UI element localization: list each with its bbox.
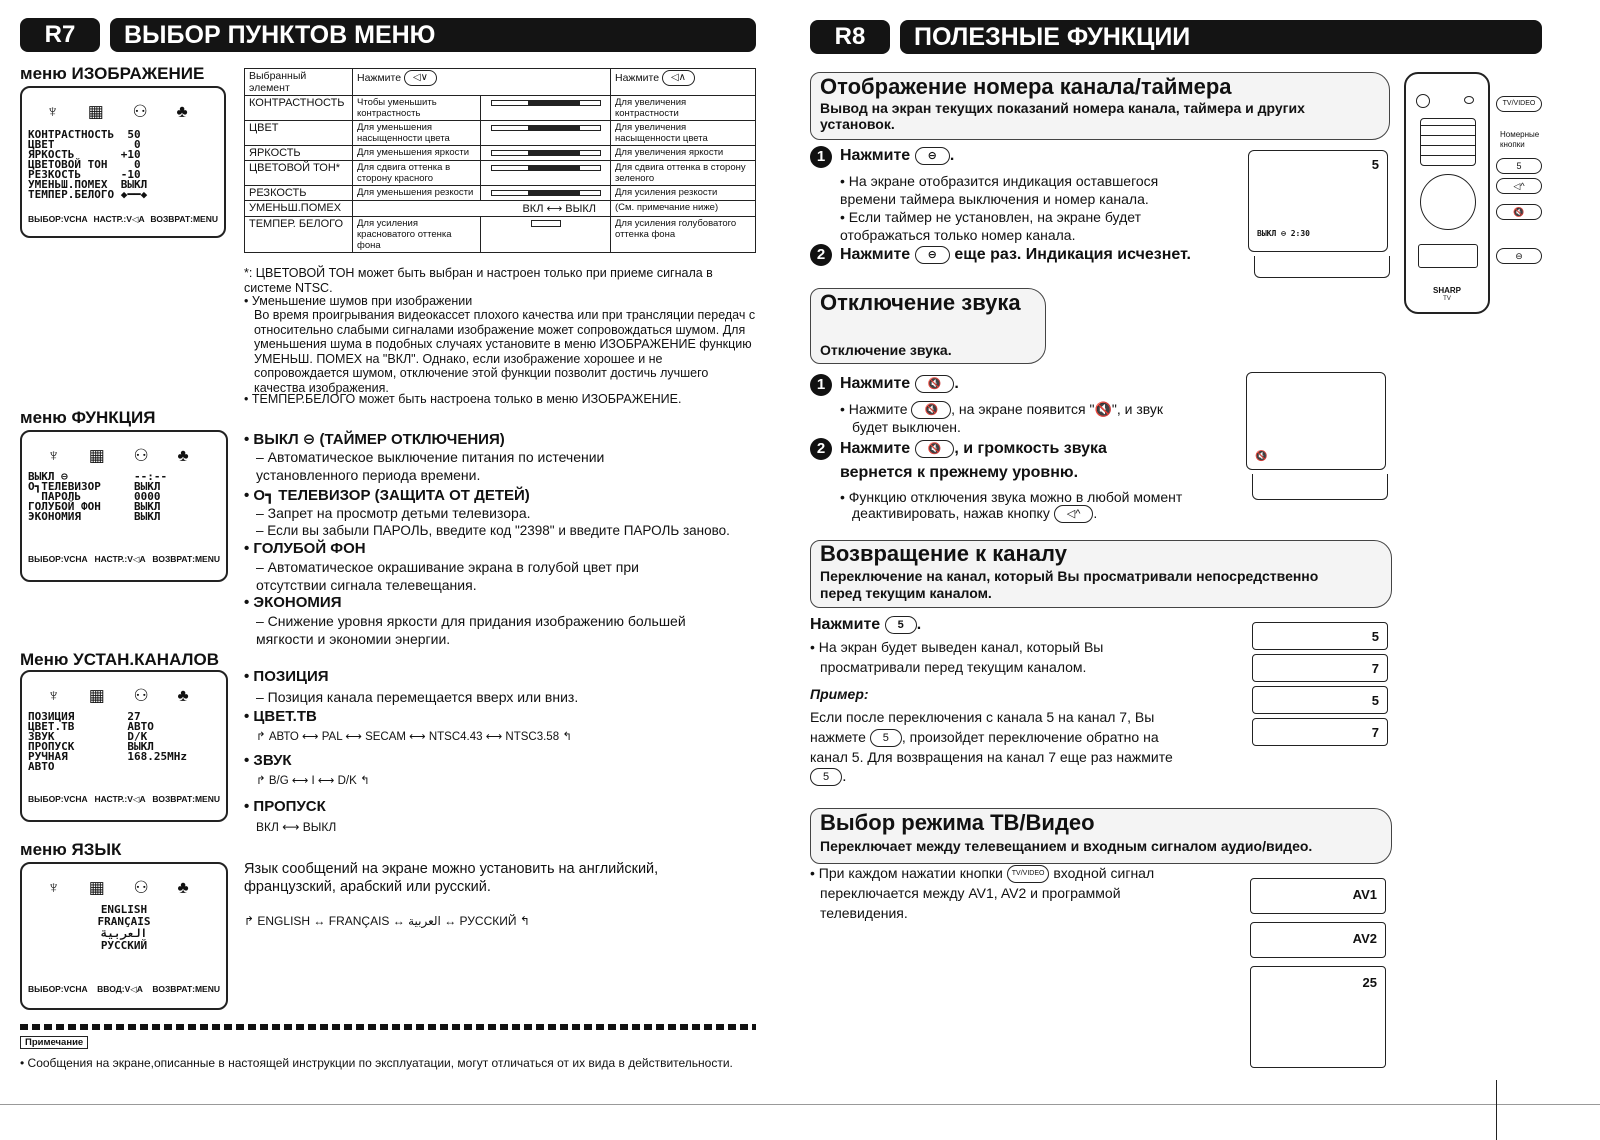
tvvideo-button-icon [1464, 96, 1474, 104]
footer-adjust: НАСТР.:V◁A [94, 794, 146, 804]
mute-bullet2: • Функцию отключения звука можно в любой момент [840, 489, 1183, 505]
flashback-button-icon: 5 . [810, 768, 847, 786]
step-1-marker: 1 [810, 146, 832, 168]
color-system-heading: • ЦВЕТ.ТВ [244, 708, 317, 725]
flashback-bullet: просматривали перед текущим каналом. [820, 659, 1087, 675]
footer-select: ВЫБОР:VCHA [28, 984, 88, 994]
menu-icons: ♆ ▦ ⚇ ♣ [47, 686, 201, 705]
tvvideo-text: • При каждом нажатии кнопки TV/VIDEO входной сигнал [810, 864, 1154, 883]
step-2-marker: 2 [810, 244, 832, 266]
example-label: Пример: [810, 686, 869, 702]
tint-note: *: ЦВЕТОВОЙ ТОН может быть выбран и настроен только при приеме сигнала в системе NTSC. [244, 266, 713, 295]
tvvideo-button-icon: TV/VIDEO [1007, 865, 1050, 883]
flashback-button-icon: 5 [885, 616, 917, 634]
brand-sub: TV [1443, 296, 1451, 302]
language-text: Язык сообщений на экране можно установить на английский, [244, 861, 659, 877]
channel-menu-screen [20, 670, 228, 822]
table-cell-item: ЦВЕТ [245, 121, 353, 146]
display-bullet: • Если таймер не установлен, на экране будет [840, 209, 1141, 225]
table-cell-item: ТЕМПЕР. БЕЛОГО [245, 217, 353, 253]
tv-screen-input [1250, 966, 1386, 1068]
footer-return: ВОЗВРАТ:MENU [150, 214, 218, 224]
mute-subtitle: Отключение звука. [820, 342, 952, 358]
white-balance-icon [481, 217, 611, 253]
menu-footer [28, 794, 220, 805]
tv-screen-flashback [1252, 622, 1388, 650]
tv-screen-flashback [1252, 718, 1388, 746]
channel-number: 5 [1371, 629, 1379, 644]
off-timer-line: – Автоматическое выключение питания по истечении [256, 449, 605, 465]
up-arrow-button-icon: ◁∧ [662, 70, 695, 86]
menu-icons: ♆ ▦ ⚇ ♣ [47, 446, 201, 465]
table-cell-right: Для сдвига оттенка в сторону зеленого [611, 161, 756, 186]
language-menu-lines: ENGLISH FRANÇAIS العربية РУССКИЙ [97, 903, 151, 952]
picture-menu-label: меню ИЗОБРАЖЕНИЕ [20, 64, 205, 83]
table-cell-left: Чтобы уменьшить контрастность [353, 96, 481, 121]
table-cell-left: Для сдвига оттенка в сторону красного [353, 161, 481, 186]
child-lock-heading: • О┓ ТЕЛЕВИЗОР (ЗАЩИТА ОТ ДЕТЕЙ) [244, 487, 530, 504]
channel-number: 25 [1362, 975, 1377, 990]
mute-indicator-icon: 🔇 [1255, 451, 1268, 462]
flashback-subtitle: перед текущим каналом. [820, 585, 992, 601]
channel-menu-label: Меню УСТАН.КАНАЛОВ [20, 650, 219, 669]
position-line: – Позиция канала перемещается вверх или вниз. [256, 689, 579, 705]
table-cell-left: Для уменьшения яркости [353, 146, 481, 161]
flashback-title: Возвращение к каналу [820, 541, 1067, 566]
note-label: Примечание [20, 1036, 88, 1049]
picture-menu-screen [20, 86, 226, 238]
blue-back-line: отсутствии сигнала телевещания. [256, 577, 477, 593]
tv-screen-display [1248, 150, 1388, 252]
tvvideo-text: переключается между AV1, AV2 и программой [820, 885, 1121, 901]
brand-logo: SHARP [1432, 286, 1461, 295]
step-1-marker: 1 [810, 374, 832, 396]
display-bullet: отображаться только номер канала. [840, 227, 1076, 243]
display-step-1: Нажмите ⊖ . [840, 147, 955, 165]
volume-up-button-icon: ◁^ [1054, 505, 1094, 523]
menu-footer [28, 214, 218, 225]
economy-line: мягкости и экономии энергии. [256, 631, 451, 647]
tv-screen-mute [1246, 372, 1386, 470]
callout-mute: 🔇 [1496, 204, 1542, 220]
table-cell-right: Для увеличения насыщенности цвета [611, 121, 756, 146]
slider-icon [481, 121, 611, 146]
noise-heading: • Уменьшение шумов при изображении [244, 294, 473, 308]
function-menu-screen [20, 430, 228, 582]
table-row [245, 121, 756, 146]
table-cell-right: Для усиления голубоватого оттенка фона [611, 217, 756, 253]
display-bullet: времени таймера выключения и номер канала. [840, 191, 1149, 207]
power-button-icon [1416, 94, 1430, 108]
note-text: • Сообщения на экране,описанные в настоящей инструкции по эксплуатации, могут отличаться от их вида в действительности. [20, 1056, 733, 1070]
sound-heading: • ЗВУК [244, 752, 292, 769]
mute-step-2: Нажмите 🔇 , и громкость звука [840, 440, 1107, 458]
color-system-cycle: ↱ АВТО ⟷ PAL ⟷ SECAM ⟷ NTSC4.43 ⟷ NTSC3.58 ↰ [256, 731, 572, 743]
section-code-r8: R8 [810, 20, 890, 54]
table-cell-left: Для усиления красноватого оттенка фона [353, 217, 481, 253]
table-row [245, 217, 756, 253]
slider-icon [481, 161, 611, 186]
function-menu-label: меню ФУНКЦИЯ [20, 408, 156, 427]
skip-heading: • ПРОПУСК [244, 798, 326, 815]
picture-menu-lines: КОНТРАСТНОСТЬ 50 ЦВЕТ 0 ЯРКОСТЬ +10 ЦВЕТОВОЙ ТОН 0 РЕЗКОСТЬ -10 УМЕНЬШ.ПОМЕХ ВЫКЛ ТЕМПЕР.БЕЛОГО ◆━━◆ [28, 128, 148, 201]
child-lock-line: – Если вы забыли ПАРОЛЬ, введите код "2398" и введите ПАРОЛЬ заново. [256, 523, 730, 538]
display-bullet: • На экране отобразится индикация оставшегося [840, 173, 1159, 189]
table-cell-item: КОНТРАСТНОСТЬ [245, 96, 353, 121]
mute-bullet-line: будет выключен. [852, 419, 961, 435]
channel-menu-lines: ПОЗИЦИЯ 27 ЦВЕТ.ТВ АВТО ЗВУК D/K ПРОПУСК ВЫКЛ РУЧНАЯ 168.25MHz АВТО [28, 710, 187, 773]
tv-screen-input [1250, 922, 1386, 958]
sound-cycle: ↱ B/G ⟷ I ⟷ D/K ↰ [256, 775, 370, 787]
display-subtitle: Вывод на экран текущих показаний номера канала, таймера и других установок. [820, 100, 1305, 132]
menu-footer [28, 554, 220, 565]
footer-select: ВЫБОР:VCHA [28, 214, 88, 224]
mute-button-icon: 🔇 [915, 440, 955, 458]
position-heading: • ПОЗИЦИЯ [244, 668, 329, 685]
menu-icons: ♆ ▦ ⚇ ♣ [46, 102, 200, 121]
channel-number: 5 [1371, 157, 1379, 172]
callout-tvvideo: TV/VIDEO [1496, 96, 1542, 112]
table-cell-right: Для увеличения яркости [611, 146, 756, 161]
noise-note: Во время проигрывания видеокассет плохого качества или при трансляции передач с относительно слабыми сигналами изображение может сопровождаться шумом. Для уменьшения шума в подобных случаях установите в меню ИЗОБРАЖЕНИЕ функцию УМЕНЬШ. ПОМЕХ на "ВКЛ". Однако, если изображение хорошее и не сопровождается шумом, отключение этой функции позволит достичь лучшего качества изображения. [254, 308, 756, 395]
table-cell-item: ЯРКОСТЬ [245, 146, 353, 161]
divider [20, 1024, 756, 1030]
table-cell-left: Для уменьшения насыщенности цвета [353, 121, 481, 146]
page-bottom-line [0, 1104, 1600, 1105]
table-row [245, 186, 756, 201]
mute-button-icon: 🔇 [911, 401, 951, 419]
footer-return: ВОЗВРАТ:MENU [152, 794, 220, 804]
blue-back-line: – Автоматическое окрашивание экрана в голубой цвет при [256, 559, 639, 575]
page-fold-line [1496, 1080, 1497, 1140]
flashback-button-icon: 5 [870, 729, 902, 747]
slider-icon [481, 96, 611, 121]
tvvideo-subtitle: Переключает между телевещанием и входным сигналом аудио/видео. [820, 838, 1313, 854]
mute-button-group-icon [1418, 244, 1478, 268]
input-label: AV1 [1352, 887, 1377, 902]
example-text: нажмете 5 , произойдет переключение обратно на [810, 728, 1159, 747]
flashback-subtitle: Переключение на канал, который Вы просматривали непосредственно [820, 568, 1319, 584]
economy-heading: • ЭКОНОМИЯ [244, 594, 342, 611]
mute-bullet: • Нажмите 🔇 , на экране появится "🔇", и звук [840, 400, 1163, 419]
channel-number: 7 [1371, 661, 1379, 676]
display-step-2: Нажмите ⊖ еще раз. Индикация исчезнет. [840, 246, 1191, 264]
section-code-r7: R7 [20, 18, 100, 52]
example-text: канал 5. Для возвращения на канал 7 еще раз нажмите [810, 749, 1173, 765]
off-timer-line: установленного периода времени. [256, 467, 481, 483]
step-2-marker: 2 [810, 438, 832, 460]
mute-title: Отключение звука [820, 290, 1021, 315]
blue-back-heading: • ГОЛУБОЙ ФОН [244, 540, 366, 557]
display-button-icon: ⊖ [915, 246, 950, 264]
table-row [245, 161, 756, 186]
table-header-row [245, 69, 756, 96]
callout-volume: ◁^ [1496, 178, 1542, 194]
timer-readout: ВЫКЛ ⊖ 2:30 [1257, 229, 1310, 238]
table-header-press-left: Нажмите ◁∨ [353, 69, 611, 96]
table-row [245, 146, 756, 161]
table-cell-left: Для уменьшения резкости [353, 186, 481, 201]
tv-screen-input [1250, 878, 1386, 914]
tvvideo-text: телевидения. [820, 905, 908, 921]
callout-display: ⊖ [1496, 248, 1542, 264]
footer-enter: ВВОД:V◁A [97, 984, 143, 994]
table-cell-right: Для увеличения контрастности [611, 96, 756, 121]
menu-footer [28, 984, 220, 995]
section-title-r7: ВЫБОР ПУНКТОВ МЕНЮ [110, 18, 756, 52]
table-header-item: Выбранный элемент [245, 69, 353, 96]
skip-cycle: ВКЛ ⟷ ВЫКЛ [256, 820, 337, 834]
flashback-step: Нажмите 5 . [810, 616, 922, 634]
table-cell-item: ЦВЕТОВОЙ ТОН* [245, 161, 353, 186]
language-menu-screen [20, 862, 228, 1010]
table-cell-item: РЕЗКОСТЬ [245, 186, 353, 201]
callout-flashback: 5 [1496, 158, 1542, 174]
economy-line: – Снижение уровня яркости для придания изображению большей [256, 613, 686, 629]
footer-return: ВОЗВРАТ:MENU [152, 984, 220, 994]
language-text: французский, арабский или русский. [244, 879, 491, 895]
mute-step-2-line2: вернется к прежнему уровню. [840, 464, 1079, 481]
footer-adjust: НАСТР.:V◁A [94, 554, 146, 564]
slider-icon [481, 146, 611, 161]
table-header-press-right: Нажмите ◁∧ [611, 69, 756, 96]
language-cycle: ↱ ENGLISH ↔ FRANÇAIS ↔ العربية ↔ РУССКИЙ ↰ [244, 914, 530, 928]
tv-screen-next [1254, 256, 1390, 278]
language-menu-label: меню ЯЗЫК [20, 840, 122, 859]
navigation-pad-icon [1420, 174, 1476, 230]
number-buttons-label: Номерные кнопки [1500, 130, 1540, 149]
child-lock-line: – Запрет на просмотр детьми телевизора. [256, 505, 531, 521]
tv-screen-flashback [1252, 686, 1388, 714]
display-title: Отображение номера канала/таймера [820, 74, 1232, 99]
mute-bullet2-line: деактивировать, нажав кнопку ◁^ . [852, 504, 1097, 523]
section-title-r8: ПОЛЕЗНЫЕ ФУНКЦИИ [900, 20, 1542, 54]
white-temp-note: • ТЕМПЕР.БЕЛОГО может быть настроена только в меню ИЗОБРАЖЕНИЕ. [244, 392, 682, 406]
footer-select: ВЫБОР:VCHA [28, 794, 88, 804]
table-cell-left: ВКЛ ⟷ ВЫКЛ [353, 201, 611, 217]
example-text: Если после переключения с канала 5 на канал 7, Вы [810, 709, 1155, 725]
table-row [245, 96, 756, 121]
number-buttons-icon [1420, 118, 1476, 166]
function-menu-lines: ВЫКЛ ⊖ --:-- О┓ТЕЛЕВИЗОР ВЫКЛ ПАРОЛЬ 0000 ГОЛУБОЙ ФОН ВЫКЛ ЭКОНОМИЯ ВЫКЛ [28, 470, 168, 523]
table-cell-item: УМЕНЬШ.ПОМЕХ [245, 201, 353, 217]
remote-control [1404, 72, 1490, 314]
tv-screen-next [1252, 474, 1388, 500]
mute-button-icon: 🔇 [915, 375, 955, 393]
tv-screen-flashback [1252, 654, 1388, 682]
input-label: AV2 [1352, 931, 1377, 946]
tvvideo-title: Выбор режима ТВ/Видео [820, 810, 1095, 835]
table-row [245, 201, 756, 217]
channel-number: 7 [1371, 725, 1379, 740]
mute-step-1: Нажмите 🔇 . [840, 375, 959, 393]
channel-number: 5 [1371, 693, 1379, 708]
table-cell-right: (См. примечание ниже) [611, 201, 756, 217]
picture-settings-table [244, 68, 756, 253]
footer-return: ВОЗВРАТ:MENU [152, 554, 220, 564]
footer-select: ВЫБОР:VCHA [28, 554, 88, 564]
display-button-icon: ⊖ [915, 147, 950, 165]
down-arrow-button-icon: ◁∨ [404, 70, 437, 86]
menu-icons: ♆ ▦ ⚇ ♣ [47, 878, 201, 897]
table-cell-right: Для усиления резкости [611, 186, 756, 201]
off-timer-heading: • ВЫКЛ ⊖ (ТАЙМЕР ОТКЛЮЧЕНИЯ) [244, 431, 505, 448]
slider-icon [481, 186, 611, 201]
flashback-bullet: • На экран будет выведен канал, который Вы [810, 639, 1104, 655]
footer-adjust: НАСТР.:V◁A [93, 214, 145, 224]
